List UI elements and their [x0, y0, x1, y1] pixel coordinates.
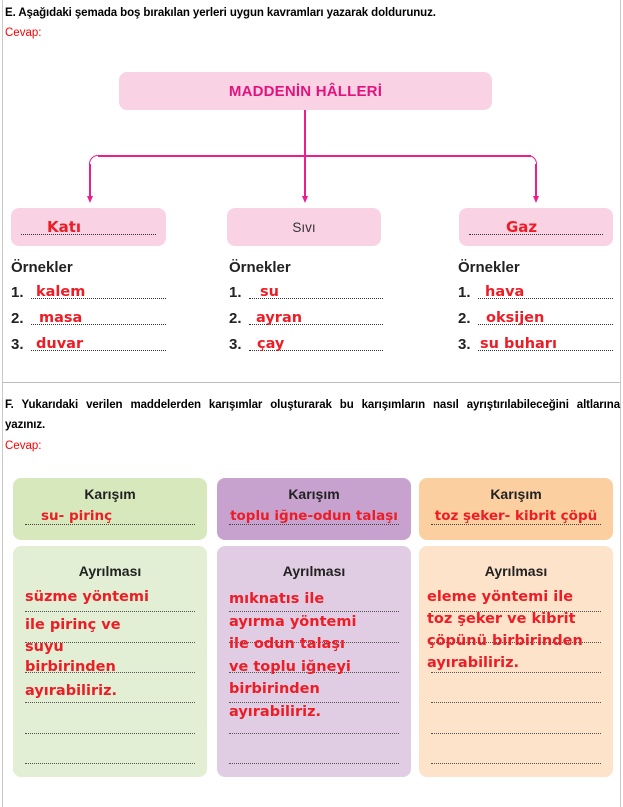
example-number: 2. — [11, 310, 24, 327]
example-number: 3. — [229, 336, 242, 353]
blank-dotted-line — [229, 763, 399, 764]
example-row — [229, 304, 383, 330]
question-f-answer-label: Cevap: — [5, 440, 42, 452]
page-border-left — [2, 0, 3, 807]
separation-box-2 — [217, 546, 411, 777]
example-number: 2. — [458, 310, 471, 327]
blank-dotted-line — [431, 733, 601, 734]
example-answer: ayran — [256, 310, 303, 326]
example-number: 3. — [458, 336, 471, 353]
state-box-liquid — [227, 208, 381, 246]
blank-dotted-line — [431, 702, 601, 703]
diagram-root-label: MADDENİN HÂLLERİ — [228, 82, 383, 100]
question-f-title-line2: yazınız. — [5, 419, 46, 431]
blank-dotted-line — [25, 763, 195, 764]
separation-answer — [427, 586, 607, 674]
example-answer: kalem — [36, 284, 86, 300]
separation-answer-line: ayırabiliriz. — [229, 703, 322, 720]
mixture-header-1 — [13, 478, 207, 540]
separation-label: Ayrılması — [78, 563, 142, 579]
example-answer: hava — [485, 284, 525, 300]
example-row — [458, 304, 613, 330]
blank-dotted-line — [431, 763, 601, 764]
blank-dotted-line — [21, 234, 156, 235]
separation-answer-line: mıknatıs ile — [229, 591, 325, 607]
examples-solid — [11, 258, 166, 356]
mixture-label: Karışım — [84, 486, 136, 502]
separation-answer-line: eleme yöntemi ile — [427, 589, 574, 605]
arrow-head-right-icon — [533, 196, 539, 203]
blank-dotted-line — [25, 733, 195, 734]
separation-answer-line: çöpünü birbirinden — [427, 633, 583, 649]
example-row — [458, 278, 613, 304]
section-divider — [2, 382, 621, 383]
examples-liquid — [229, 258, 383, 356]
separation-answer-line: ayırma yöntemi — [229, 613, 357, 630]
mixture-header-2 — [217, 478, 411, 540]
example-answer: masa — [39, 310, 83, 326]
connector-left-down — [89, 164, 91, 197]
mixture-header-3 — [419, 478, 613, 540]
example-number: 1. — [458, 284, 471, 301]
mixture-answer: toplu iğne-odun talaşı — [230, 508, 398, 524]
example-answer: su — [260, 284, 279, 300]
examples-gas — [458, 258, 613, 356]
blank-dotted-line — [431, 524, 601, 525]
example-row — [458, 330, 613, 356]
example-row — [229, 278, 383, 304]
state-label-liquid: Sıvı — [292, 219, 316, 235]
example-number: 2. — [229, 310, 242, 327]
example-number: 1. — [11, 284, 24, 301]
question-e-title: E. Aşağıdaki şemada boş bırakılan yerleri uygun kavramları yazarak doldurunuz. — [5, 7, 436, 19]
separation-answer — [229, 588, 405, 723]
separation-answer-line: ayırabiliriz. — [25, 683, 118, 699]
blank-dotted-line — [229, 733, 399, 734]
state-box-solid — [11, 208, 166, 246]
example-answer: su buharı — [480, 336, 557, 352]
blank-dotted-line — [229, 524, 399, 525]
state-box-gas — [459, 208, 613, 246]
example-row — [11, 330, 166, 356]
separation-answer-line: birbirinden — [25, 659, 116, 675]
question-f-title-line1: F. Yukarıdaki verilen maddelerden karışımlar oluşturarak bu karışımların nasıl ayrıştırılabileceğini altlarına — [5, 399, 620, 411]
example-row — [11, 304, 166, 330]
separation-answer-line: ve toplu iğneyi — [229, 658, 351, 675]
examples-header: Örnekler — [229, 259, 291, 276]
question-e-answer-label: Cevap: — [5, 27, 42, 39]
separation-answer-line: ile pirinç ve — [25, 617, 121, 633]
connector-horizontal — [98, 155, 531, 157]
page-border-right — [620, 0, 621, 807]
separation-answer-line: toz şeker ve kibrit — [427, 611, 576, 627]
mixture-label: Karışım — [288, 486, 340, 502]
state-answer-solid: Katı — [47, 218, 82, 236]
connector-right-down — [535, 164, 537, 197]
examples-header: Örnekler — [11, 259, 73, 276]
example-row — [229, 330, 383, 356]
example-answer: çay — [257, 336, 285, 352]
mixture-answer: toz şeker- kibrit çöpü — [434, 508, 598, 524]
separation-answer-line: ayırabiliriz. — [427, 655, 520, 671]
separation-label: Ayrılması — [282, 563, 346, 579]
arrow-head-left-icon — [87, 196, 93, 203]
arrow-head-center-icon — [302, 196, 308, 203]
mixture-label: Karışım — [490, 486, 542, 502]
example-number: 3. — [11, 336, 24, 353]
connector-root-down — [304, 110, 306, 197]
state-answer-gas: Gaz — [506, 218, 538, 236]
example-row — [11, 278, 166, 304]
example-answer: oksijen — [486, 310, 545, 326]
separation-answer-line: birbirinden — [229, 681, 320, 697]
mixture-answer: su- pirinç — [41, 508, 113, 524]
separation-box-1 — [13, 546, 207, 777]
example-number: 1. — [229, 284, 242, 301]
separation-label: Ayrılması — [484, 563, 548, 579]
examples-header: Örnekler — [458, 259, 520, 276]
blank-dotted-line — [25, 524, 195, 525]
separation-answer — [25, 586, 201, 704]
separation-answer-line: suyu — [25, 639, 64, 655]
diagram-root-box — [119, 72, 492, 110]
separation-answer-line: ile odun talaşı — [229, 636, 345, 652]
connector-corner-left — [89, 155, 99, 165]
separation-box-3 — [419, 546, 613, 777]
example-answer: duvar — [36, 336, 84, 352]
separation-answer-line: süzme yöntemi — [25, 589, 149, 605]
